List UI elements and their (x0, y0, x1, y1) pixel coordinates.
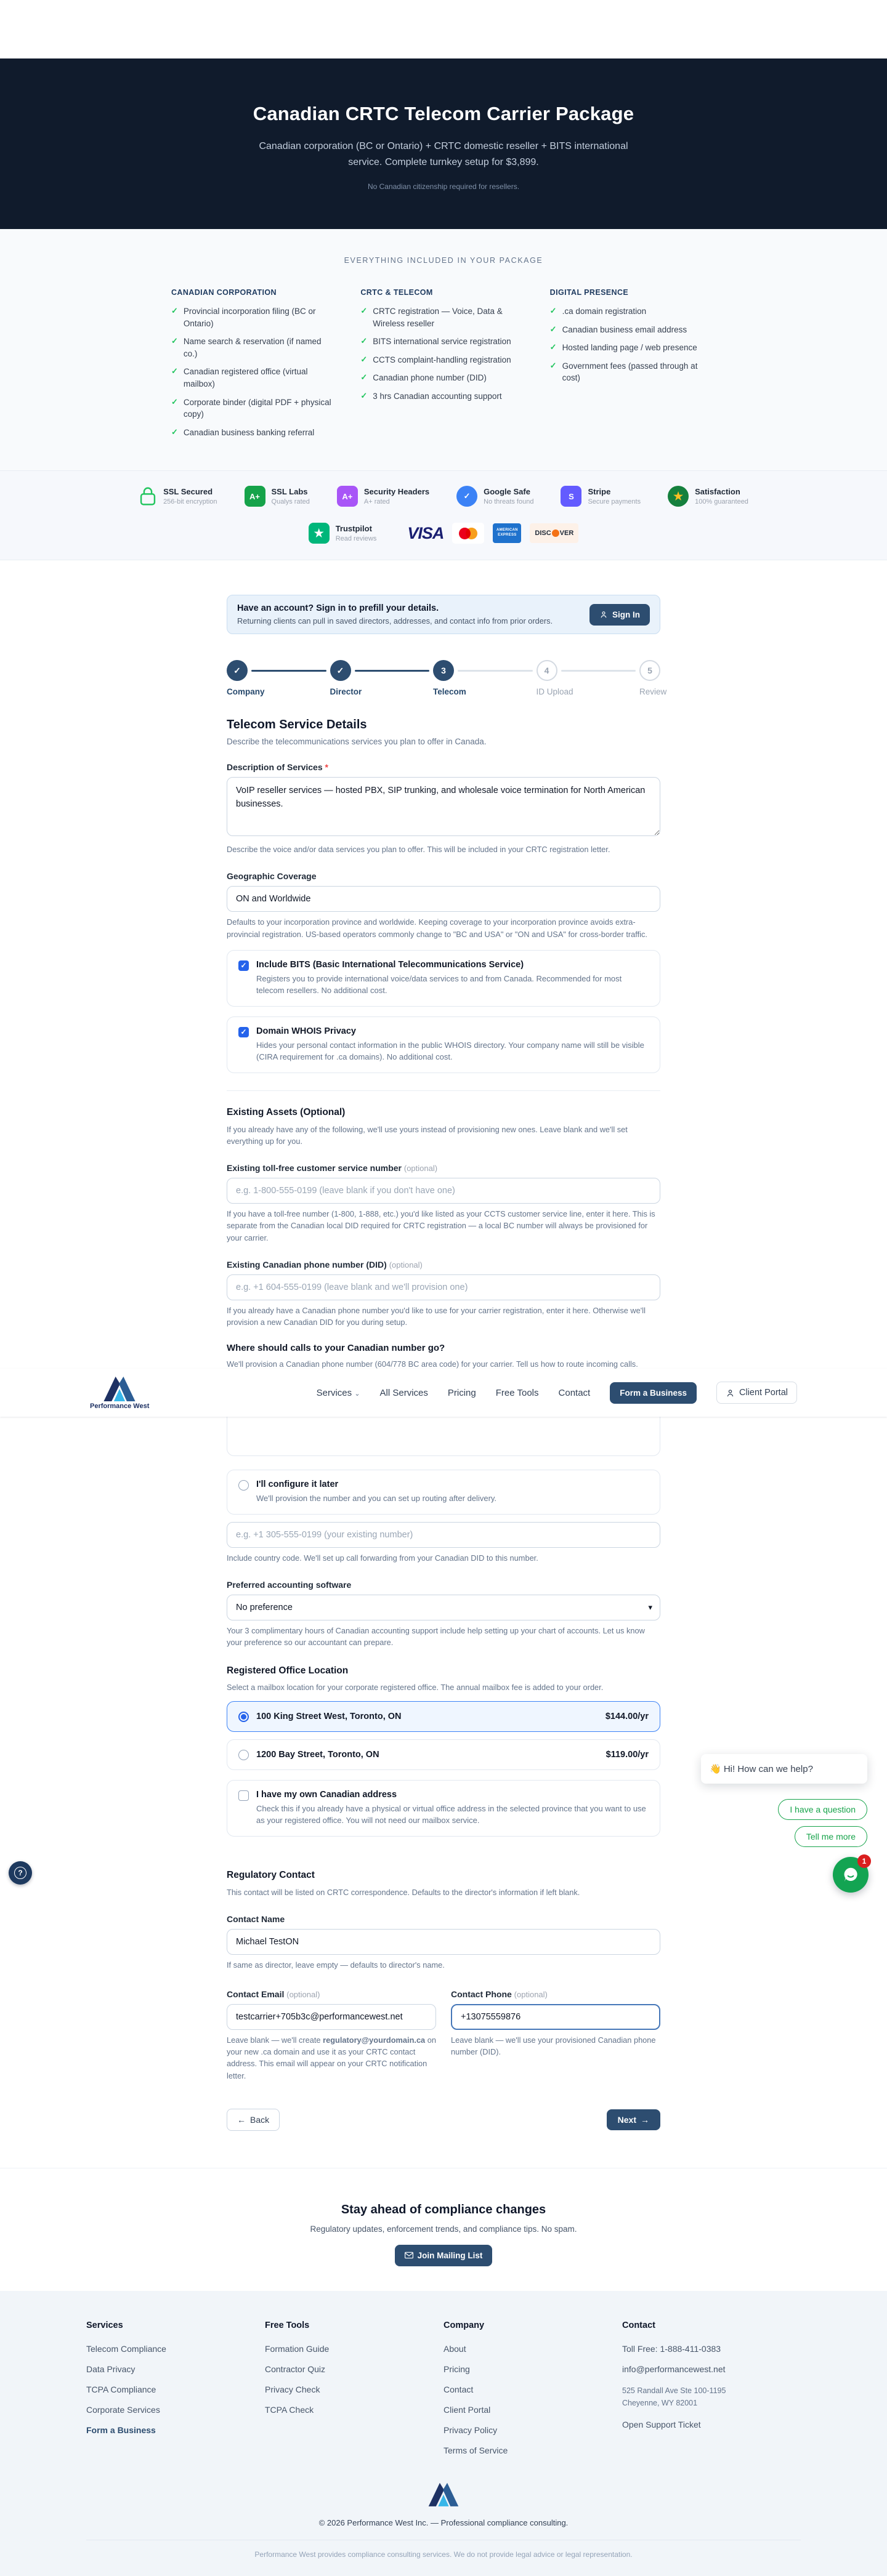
list-item (171, 427, 337, 439)
footer-phone[interactable]: Toll Free: 1-888-411-0383 (622, 2343, 721, 2354)
contact-phone-input[interactable] (451, 2004, 660, 2030)
included-item-label: Hosted landing page / web presence (562, 343, 697, 353)
footer-link-corporate-services[interactable]: Corporate Services (86, 2404, 160, 2415)
routing-option-later[interactable] (227, 1470, 660, 1515)
check-icon: ✓ (360, 306, 368, 316)
section-divider (227, 1090, 660, 1091)
footer-col-title: Company (444, 2320, 485, 2330)
list-item (550, 360, 716, 384)
footer-col-title: Services (86, 2320, 123, 2330)
contact-email-label: Contact Email (optional) (227, 1989, 320, 1999)
included-section (0, 229, 887, 470)
chat-launcher-button[interactable] (833, 1857, 869, 1893)
hero-subtitle: Canadian corporation (BC or Ontario) + CRTC domestic reseller + BITS international service. Complete turnkey setup for $3,899. (259, 141, 628, 167)
step-check-icon: ✓ (330, 660, 351, 681)
badge-stripe (561, 486, 641, 507)
whois-desc: Hides your personal contact information in the public WHOIS directory. Your company name will still be visible (CIRA requirement for .ca domains). No additional cost. (256, 1040, 644, 1062)
included-column-digital (550, 288, 716, 445)
step-number: 4 (537, 660, 557, 681)
step-label: Telecom (433, 687, 466, 697)
own-address-checkbox[interactable] (238, 1790, 249, 1801)
badge-title: Security Headers (363, 487, 430, 497)
footer-link-tcpa-check[interactable]: TCPA Check (265, 2404, 314, 2415)
signin-banner (227, 595, 660, 634)
chevron-down-icon: ▾ (648, 1603, 652, 1612)
included-column-telecom (360, 288, 526, 445)
check-icon: ✓ (549, 324, 557, 334)
step-connector (251, 670, 326, 672)
nav-contact[interactable]: Contact (558, 1387, 591, 1398)
check-icon: ✓ (549, 306, 557, 316)
badge-subtitle: Secure payments (588, 498, 641, 506)
footer-link-formation-guide[interactable]: Formation Guide (265, 2343, 330, 2354)
regulatory-heading: Regulatory Contact (227, 1869, 315, 1880)
included-item-label: 3 hrs Canadian accounting support (373, 392, 502, 401)
hero-note: No Canadian citizenship required for resellers. (367, 182, 520, 191)
included-column-title: CANADIAN CORPORATION (171, 288, 277, 297)
footer-link-tcpa-compliance[interactable]: TCPA Compliance (86, 2384, 156, 2394)
contact-email-helper: Leave blank — we'll create regulatory@yourdomain.ca on your new .ca domain and use it as your CRTC contact address. This email will appear on your CRTC notification letter. (227, 2035, 436, 2080)
included-item-label: CRTC registration — Voice, Data & Wireless reseller (373, 307, 503, 328)
contact-name-label: Contact Name (227, 1914, 285, 1924)
join-mailing-list-label: Join Mailing List (417, 2250, 483, 2260)
footer-address: 525 Randall Ave Ste 100-1195 Cheyenne, WY 82001 (622, 2386, 726, 2407)
nav-services[interactable]: Services ⌄ (316, 1387, 360, 1398)
step-label: ID Upload (536, 687, 573, 697)
chat-bubble-icon (841, 1866, 860, 1884)
progress-steps (227, 660, 667, 699)
step-label: Company (227, 687, 265, 697)
routing-sub: We'll provision a Canadian phone number (604/778 BC area code) for your carrier. Tell us how to route incoming calls. (227, 1359, 638, 1369)
bits-checkbox[interactable]: ✓ (238, 960, 249, 971)
badge-subtitle: 100% guaranteed (695, 498, 748, 506)
step-review[interactable] (639, 660, 667, 697)
nav-pricing[interactable]: Pricing (447, 1387, 476, 1398)
hero-section (0, 58, 887, 229)
badge-title: Stripe (588, 487, 611, 497)
badge-row-2 (0, 523, 887, 544)
signin-subtitle: Returning clients can pull in saved directors, addresses, and contact info from prior orders. (237, 616, 553, 626)
included-item-label: Canadian registered office (virtual mailbox) (183, 367, 308, 388)
badge-title: SSL Secured (163, 487, 213, 497)
discover-text: DISC (535, 529, 551, 537)
main-content (0, 560, 887, 2167)
list-item (360, 305, 526, 329)
list-item (550, 342, 716, 354)
office-heading: Registered Office Location (227, 1665, 349, 1676)
next-button[interactable] (607, 2109, 660, 2130)
shield-check-icon: ✓ (456, 486, 477, 507)
mailing-heading: Stay ahead of compliance changes (341, 2202, 546, 2216)
badge-title: Google Safe (484, 487, 530, 497)
office-option-king-street[interactable] (227, 1701, 660, 1732)
envelope-icon (405, 2252, 413, 2259)
check-icon: ✓ (360, 354, 368, 364)
badge-subtitle: No threats found (484, 498, 534, 506)
bits-card[interactable] (227, 950, 660, 1007)
included-column-title: CRTC & TELECOM (360, 288, 433, 297)
back-button[interactable] (227, 2109, 280, 2131)
form-title: Telecom Service Details (227, 718, 367, 732)
chevron-down-icon: ⌄ (354, 1390, 360, 1398)
badge-row-1 (0, 486, 887, 507)
contact-phone-helper: Leave blank — we'll use your provisioned Canadian phone number (DID). (451, 2035, 656, 2057)
step-company[interactable] (227, 660, 265, 697)
contact-email-input[interactable] (227, 2004, 436, 2030)
sign-in-label: Sign In (612, 610, 640, 619)
footer-link-privacy-check[interactable]: Privacy Check (265, 2384, 320, 2394)
footer-col-free-tools (265, 2320, 444, 2466)
page-title: Canadian CRTC Telecom Carrier Package (253, 103, 634, 124)
included-column-corporation (171, 288, 337, 445)
badge-subtitle: A+ rated (363, 498, 390, 506)
form-a-business-button[interactable]: Form a Business (610, 1382, 697, 1404)
contact-name-input[interactable] (227, 1929, 660, 1955)
included-heading: EVERYTHING INCLUDED IN YOUR PACKAGE (344, 256, 543, 265)
discover-dot-icon (552, 529, 559, 537)
step-telecom[interactable] (433, 660, 466, 697)
included-item-label: .ca domain registration (562, 307, 647, 316)
existing-assets-sub: If you already have any of the following, we'll use yours instead of provisioning new ones. Leave blank and we'll set everything up for you. (227, 1124, 628, 1146)
included-item-label: BITS international service registration (373, 337, 511, 347)
sign-in-button[interactable] (589, 604, 650, 626)
step-number: 5 (639, 660, 660, 681)
accounting-label: Preferred accounting software (227, 1580, 352, 1590)
did-input[interactable] (227, 1274, 660, 1300)
step-connector (561, 670, 636, 672)
client-portal-button[interactable] (716, 1382, 797, 1404)
footer-link-telecom-compliance[interactable]: Telecom Compliance (86, 2343, 166, 2354)
list-item (171, 305, 337, 329)
question-icon: ? (14, 1867, 26, 1879)
check-icon: ✓ (171, 366, 178, 376)
amex-logo (493, 523, 521, 543)
brand-name: Performance West (90, 1403, 150, 1410)
step-id-upload[interactable] (536, 660, 573, 697)
contact-name-helper: If same as director, leave empty — defaults to director's name. (227, 1960, 445, 1970)
step-check-icon: ✓ (227, 660, 248, 681)
a-plus-icon: A+ (245, 486, 265, 507)
footer-link-data-privacy[interactable]: Data Privacy (86, 2364, 136, 2374)
office-address: 1200 Bay Street, Toronto, ON (256, 1749, 379, 1760)
later-option-label: I'll configure it later (256, 1479, 339, 1490)
tollfree-input[interactable] (227, 1178, 660, 1204)
office-sub: Select a mailbox location for your corporate registered office. The annual mailbox fee is added to your order. (227, 1683, 604, 1693)
arrow-left-icon: ← (237, 2114, 246, 2125)
included-item-label: Government fees (passed through at cost) (562, 361, 698, 383)
office-radio[interactable] (238, 1712, 249, 1722)
chat-greeting-bubble[interactable]: 👋 Hi! How can we help? (701, 1754, 867, 1784)
accessibility-help-button[interactable] (9, 1861, 32, 1885)
badge-trustpilot (309, 523, 377, 544)
included-item-label: Canadian business email address (562, 324, 687, 334)
included-grid (171, 288, 716, 445)
description-helper: Describe the voice and/or data services you plan to offer. This will be included in your CRTC registration letter. (227, 845, 610, 855)
person-icon (726, 1388, 735, 1398)
badge-title: Trustpilot (335, 524, 372, 534)
amex-text: EXPRESS (498, 533, 517, 537)
footer-link-contact[interactable]: Contact (444, 2384, 474, 2394)
list-item (360, 372, 526, 384)
mailing-sub: Regulatory updates, enforcement trends, and compliance tips. No spam. (310, 2224, 577, 2234)
badge-subtitle: Qualys rated (271, 498, 310, 506)
stripe-icon: S (561, 486, 581, 507)
step-number: 3 (433, 660, 454, 681)
optional-marker: (optional) (286, 1989, 320, 1999)
whois-checkbox[interactable]: ✓ (238, 1027, 249, 1037)
a-plus-icon: A+ (337, 486, 358, 507)
accounting-select[interactable] (227, 1595, 660, 1620)
footer (0, 2291, 887, 2576)
own-address-desc: Check this if you already have a physical or virtual office address in the selected province that you want to use as your registered office. You will not need our mailbox service. (256, 1803, 646, 1825)
step-connector (355, 670, 430, 672)
payment-logos (407, 523, 578, 544)
check-icon: ✓ (549, 342, 557, 352)
trustpilot-star-icon: ★ (309, 523, 330, 544)
included-item-label: Name search & reservation (if named co.) (183, 337, 322, 358)
optional-marker: (optional) (403, 1164, 438, 1173)
arrow-right-icon: → (641, 2114, 649, 2125)
badge-subtitle: 256-bit encryption (163, 498, 217, 506)
check-icon: ✓ (171, 336, 178, 346)
included-item-label: Canadian business banking referral (183, 427, 315, 437)
list-item (550, 305, 716, 318)
included-item-label: Provincial incorporation filing (BC or Ontario) (183, 307, 316, 328)
geo-label: Geographic Coverage (227, 871, 317, 882)
step-director[interactable] (330, 660, 362, 697)
list-item (360, 390, 526, 403)
existing-assets-heading: Existing Assets (Optional) (227, 1106, 346, 1117)
forward-number-helper: Include country code. We'll set up call forwarding from your Canadian DID to this number. (227, 1553, 538, 1563)
optional-marker: (optional) (389, 1260, 423, 1270)
footer-copyright: © 2026 Performance West Inc. — Professional compliance consulting. (318, 2518, 569, 2527)
list-item (171, 336, 337, 360)
later-radio[interactable] (238, 1480, 249, 1491)
footer-col-title: Contact (622, 2320, 655, 2330)
check-icon: ✓ (549, 360, 557, 370)
top-navbar (0, 1369, 887, 1417)
list-item (171, 396, 337, 421)
brand-logo[interactable] (90, 1375, 149, 1410)
back-label: Back (250, 2114, 270, 2125)
included-item-label: Corporate binder (digital PDF + physical copy) (183, 397, 331, 419)
included-item-label: Canadian phone number (DID) (373, 373, 487, 383)
signin-title: Have an account? Sign in to prefill your details. (237, 603, 439, 614)
chat-unread-badge: 1 (857, 1854, 871, 1868)
check-icon: ✓ (171, 306, 178, 316)
badge-title: Satisfaction (695, 487, 740, 497)
included-column-title: DIGITAL PRESENCE (549, 288, 629, 297)
regulatory-sub: This contact will be listed on CRTC correspondence. Defaults to the director's information if left blank. (227, 1887, 580, 1897)
trust-badges-section (0, 470, 887, 560)
check-icon: ✓ (171, 396, 178, 406)
nav-all-services[interactable]: All Services (379, 1387, 428, 1398)
office-option-bay-street[interactable] (227, 1739, 660, 1770)
performance-west-logo-icon (102, 1375, 137, 1401)
chat-quick-reply-question[interactable]: I have a question (778, 1799, 867, 1820)
optional-marker: (optional) (514, 1989, 548, 1999)
routing-heading: Where should calls to your Canadian number go? (227, 1343, 445, 1354)
footer-col-title: Free Tools (265, 2320, 310, 2330)
footer-col-services (86, 2320, 265, 2466)
mailing-section (0, 2168, 887, 2291)
footer-link-terms[interactable]: Terms of Service (444, 2445, 508, 2455)
geo-helper: Defaults to your incorporation province and worldwide. Keeping coverage to your incorporation province avoids extra-provincial registration. US-based operators commonly change to "BC and USA" or "ON and USA" for cross-border traffic. (227, 917, 647, 939)
lock-icon (139, 486, 157, 507)
bits-title: Include BITS (Basic International Telecommunications Service) (256, 959, 524, 970)
mastercard-logo (452, 523, 484, 544)
did-label: Existing Canadian phone number (DID) (optional) (227, 1259, 423, 1270)
footer-link-client-portal[interactable]: Client Portal (444, 2404, 491, 2415)
form-subtitle: Describe the telecommunications services you plan to offer in Canada. (227, 737, 487, 747)
check-icon: ✓ (360, 391, 368, 400)
discover-logo (530, 523, 578, 543)
office-price: $119.00/yr (606, 1749, 649, 1760)
check-icon: ✓ (360, 336, 368, 346)
list-item (171, 366, 337, 390)
badge-security-headers (337, 486, 429, 507)
accounting-selected-value: No preference (236, 1603, 293, 1612)
badge-satisfaction (668, 486, 748, 507)
badge-subtitle: Read reviews (335, 535, 377, 543)
footer-col-contact (622, 2320, 801, 2466)
tollfree-label: Existing toll-free customer service number (optional) (227, 1163, 438, 1173)
office-price: $144.00/yr (605, 1711, 649, 1721)
star-icon: ★ (668, 486, 689, 507)
footer-support-ticket[interactable]: Open Support Ticket (622, 2419, 701, 2429)
own-address-card[interactable] (227, 1780, 660, 1837)
footer-email[interactable]: info@performancewest.net (622, 2364, 726, 2374)
badge-google-safe (456, 486, 533, 507)
required-marker: * (325, 762, 328, 773)
footer-disclaimer: Performance West provides compliance consulting services. We do not provide legal advice or legal representation. (254, 2550, 633, 2559)
badge-ssl-secured (139, 486, 217, 507)
office-radio[interactable] (238, 1750, 249, 1760)
footer-link-pricing[interactable]: Pricing (444, 2364, 470, 2374)
own-address-title: I have my own Canadian address (256, 1789, 397, 1800)
footer-link-about[interactable]: About (444, 2343, 466, 2354)
later-option-desc: We'll provision the number and you can set up routing after delivery. (256, 1494, 497, 1503)
step-label: Director (330, 687, 362, 697)
list-item (550, 324, 716, 336)
list-item (360, 336, 526, 348)
description-label: Description of Services * (227, 762, 328, 773)
amex-text: AMERICAN (496, 528, 518, 533)
footer-link-privacy-policy[interactable]: Privacy Policy (444, 2425, 498, 2435)
check-icon: ✓ (360, 372, 368, 382)
step-connector (458, 670, 533, 672)
accounting-helper: Your 3 complimentary hours of Canadian accounting support include help setting up your chart of accounts. Let us know your preference so our accountant can prepare. (227, 1626, 645, 1648)
step-label: Review (639, 687, 667, 697)
office-address: 100 King Street West, Toronto, ON (256, 1711, 402, 1721)
included-item-label: CCTS complaint-handling registration (373, 355, 511, 364)
whois-card[interactable] (227, 1016, 660, 1073)
check-icon: ✓ (171, 427, 178, 437)
client-portal-label: Client Portal (739, 1388, 788, 1398)
nav-free-tools[interactable]: Free Tools (495, 1387, 539, 1398)
description-textarea[interactable] (227, 777, 660, 836)
whois-title: Domain WHOIS Privacy (256, 1026, 356, 1036)
tollfree-helper: If you have a toll-free number (1-800, 1-888, etc.) you'd like listed as your CCTS customer service line, enter it here. This is separate from the Canadian local DID required for CRTC registration — a local BC number will always be provisioned for your carrier. (227, 1209, 655, 1242)
footer-link-form-a-business[interactable]: Form a Business (86, 2425, 156, 2435)
contact-phone-label: Contact Phone (optional) (451, 1989, 548, 1999)
footer-col-company (444, 2320, 622, 2466)
next-label: Next (617, 2114, 636, 2125)
join-mailing-list-button[interactable] (395, 2245, 493, 2266)
person-icon (599, 610, 608, 619)
performance-west-logo-icon (427, 2482, 460, 2506)
badge-ssl-labs (245, 486, 310, 507)
list-item (360, 354, 526, 366)
visa-logo: VISA (407, 523, 444, 542)
badge-title: SSL Labs (271, 487, 308, 497)
geo-input[interactable] (227, 886, 660, 912)
footer-link-contractor-quiz[interactable]: Contractor Quiz (265, 2364, 326, 2374)
forward-number-input[interactable] (227, 1522, 660, 1548)
chat-quick-reply-tell-me-more[interactable]: Tell me more (795, 1826, 867, 1847)
bits-desc: Registers you to provide international voice/data services to and from Canada. Recommended for most telecom resellers. No additional cost. (256, 973, 622, 996)
discover-text: VER (559, 529, 574, 537)
did-helper: If you already have a Canadian phone number you'd like to use for your carrier registration, enter it here. Otherwise we'll provision a new Canadian DID for you during setup. (227, 1305, 646, 1327)
